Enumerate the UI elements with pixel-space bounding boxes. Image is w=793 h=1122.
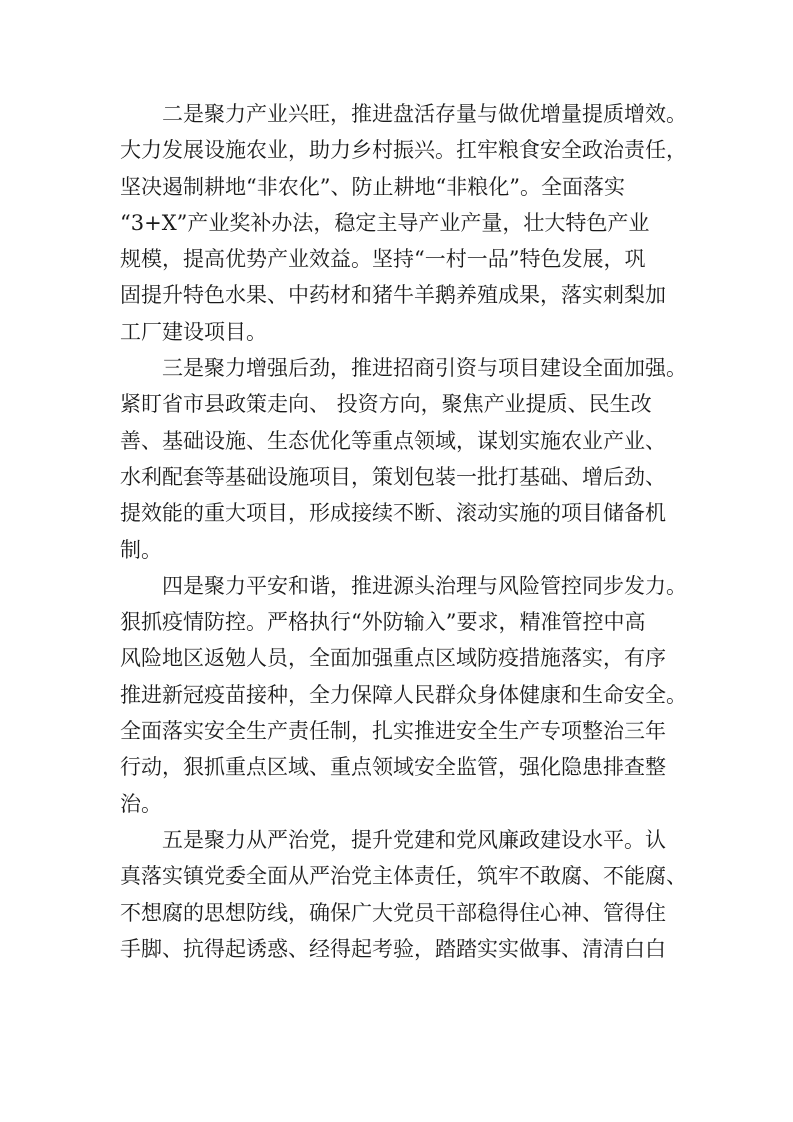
text-line: 固提升特色水果、中药材和猪牛羊鹅养殖成果，落实刺梨加	[120, 283, 666, 308]
text-line: 治。	[120, 791, 162, 816]
paragraph-industry	[120, 96, 690, 350]
text-line: 真落实镇党委全面从严治党主体责任，筑牢不敢腐、不能腐、	[120, 864, 687, 889]
text-line: 紧盯省市县政策走向、 投资方向，聚焦产业提质、民生改	[120, 392, 652, 417]
paragraph-party-building	[120, 822, 690, 967]
text-line: 善、基础设施、生态优化等重点领域，谋划实施农业产业、	[120, 428, 666, 453]
text-line: 行动，狠抓重点区域、重点领域安全监管，强化隐患排查整	[120, 755, 666, 780]
text-line: 工厂建设项目。	[120, 319, 267, 344]
text-line: 制。	[120, 537, 162, 562]
paragraph-safety	[120, 568, 690, 822]
text-line: 五是聚力从严治党，提升党建和党风廉政建设水平。认	[120, 827, 666, 852]
text-line: 坚决遏制耕地“非农化”、防止耕地“非粮化”。全面落实	[120, 174, 625, 199]
text-line: 规模，提高优势产业效益。坚持“一村一品”特色发展，巩	[120, 247, 646, 272]
text-line: 狠抓疫情防控。严格执行“外防输入”要求，精准管控中高	[120, 610, 646, 635]
text-line: 风险地区返勉人员，全面加强重点区域防疫措施落实，有序	[120, 646, 666, 671]
document-body	[120, 96, 690, 967]
text-line: 手脚、抗得起诱惑、经得起考验，踏踏实实做事、清清白白	[120, 936, 666, 961]
text-line: 二是聚力产业兴旺，推进盘活存量与做优增量提质增效。	[120, 102, 687, 126]
text-line: 推进新冠疫苗接种，全力保障人民群众身体健康和生命安全。	[120, 682, 687, 707]
text-line: 水利配套等基础设施项目，策划包装一批打基础、增后劲、	[120, 464, 666, 489]
text-line: 大力发展设施农业，助力乡村振兴。扛牢粮食安全政治责任，	[120, 138, 687, 163]
paragraph-investment	[120, 350, 690, 568]
text-line: 不想腐的思想防线，确保广大党员干部稳得住心神、管得住	[120, 900, 666, 925]
text-line: 四是聚力平安和谐，推进源头治理与风险管控同步发力。	[120, 573, 687, 598]
text-line: 三是聚力增强后劲，推进招商引资与项目建设全面加强。	[120, 356, 687, 381]
text-line: 全面落实安全生产责任制，扎实推进安全生产专项整治三年	[120, 719, 666, 744]
text-line: 提效能的重大项目，形成接续不断、滚动实施的项目储备机	[120, 501, 666, 526]
text-line: “3+X”产业奖补办法，稳定主导产业产量，壮大特色产业	[120, 210, 650, 235]
